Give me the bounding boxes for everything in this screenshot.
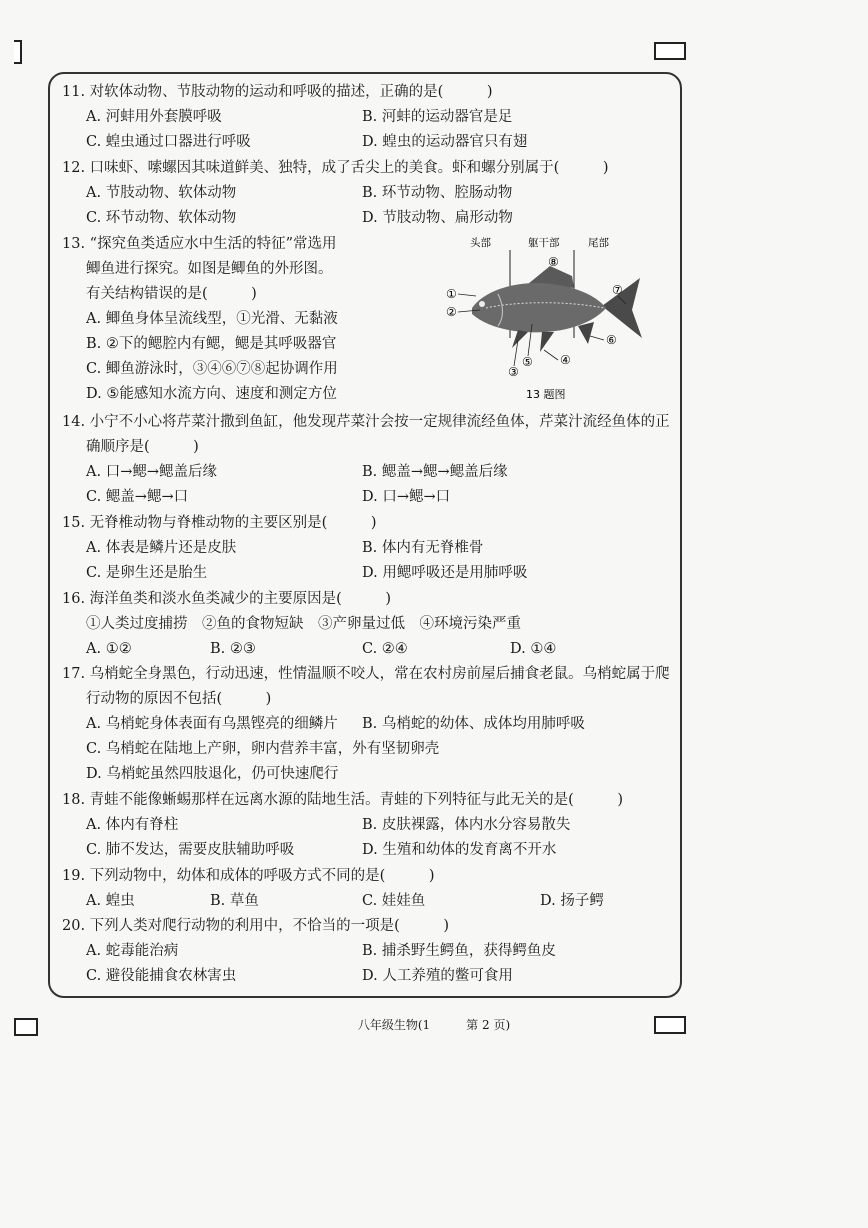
question-14-option-c[interactable]: C. 鳃盖→鳃→口 (86, 489, 189, 505)
leader-line-6 (590, 336, 604, 340)
question-16-option-a[interactable]: A. ①② (86, 641, 132, 657)
leader-line-1 (458, 294, 476, 296)
question-11-option-a[interactable]: A. 河蚌用外套膜呼吸 (86, 109, 222, 125)
question-16-option-b[interactable]: B. ②③ (210, 641, 256, 657)
question-19-option-c[interactable]: C. 娃娃鱼 (362, 893, 426, 909)
question-12-option-b[interactable]: B. 环节动物、腔肠动物 (362, 185, 513, 201)
question-15-option-a[interactable]: A. 体表是鳞片还是皮肤 (86, 540, 237, 556)
question-20-option-b[interactable]: B. 捕杀野生鳄鱼，获得鳄鱼皮 (362, 943, 556, 959)
question-18-option-a[interactable]: A. 体内有脊柱 (86, 817, 179, 833)
question-13-option-b[interactable]: B. ②下的鳃腔内有鳃，鳃是其呼吸器官 (86, 336, 337, 352)
question-16-option-d[interactable]: D. ①④ (510, 641, 557, 657)
question-18-option-c[interactable]: C. 肺不发达，需要皮肤辅助呼吸 (86, 842, 295, 858)
question-17-option-b[interactable]: B. 乌梢蛇的幼体、成体均用肺呼吸 (362, 716, 585, 732)
question-12-option-d[interactable]: D. 节肢动物、扁形动物 (362, 210, 513, 226)
question-17-option-a[interactable]: A. 乌梢蛇身体表面有乌黑铿亮的细鳞片 (86, 716, 338, 732)
figure-caption: 13 题图 (526, 388, 566, 401)
fish-number-3: ③ (508, 365, 519, 379)
question-11-option-c[interactable]: C. 蝗虫通过口器进行呼吸 (86, 134, 251, 150)
question-13-option-d[interactable]: D. ⑤能感知水流方向、速度和测定方位 (86, 386, 337, 402)
question-20-stem: 20. 下列人类对爬行动物的利用中，不恰当的一项是( ) (62, 918, 449, 934)
page-footer: 八年级生物(1 第 2 页) (357, 1018, 511, 1032)
fish-label-trunk: 躯干部 (528, 237, 560, 249)
question-14-option-b[interactable]: B. 鳃盖→鳃→鳃盖后缘 (362, 464, 508, 480)
question-15-option-d[interactable]: D. 用鳃呼吸还是用肺呼吸 (362, 565, 528, 581)
question-12-option-c[interactable]: C. 环节动物、软体动物 (86, 210, 237, 226)
question-17-option-c[interactable]: C. 乌梢蛇在陆地上产卵，卵内营养丰富，外有坚韧卵壳 (86, 741, 440, 757)
question-13-option-a[interactable]: A. 鲫鱼身体呈流线型，①光滑、无黏液 (86, 311, 338, 327)
fish-number-8: ⑧ (548, 255, 559, 269)
question-12-option-a[interactable]: A. 节肢动物、软体动物 (86, 185, 237, 201)
question-19-option-a[interactable]: A. 蝗虫 (86, 893, 135, 909)
question-13-option-c[interactable]: C. 鲫鱼游泳时，③④⑥⑦⑧起协调作用 (86, 361, 338, 377)
pectoral-fin (512, 330, 528, 348)
question-13-stem-line-1: 13. “探究鱼类适应水中生活的特征”常选用 (62, 236, 337, 252)
fish-number-1: ① (446, 287, 457, 301)
question-19-option-d[interactable]: D. 扬子鳄 (540, 893, 604, 909)
fish-number-4: ④ (560, 353, 571, 367)
fish-figure (442, 234, 660, 404)
anal-fin (578, 322, 594, 344)
question-17-option-d[interactable]: D. 乌梢蛇虽然四肢退化，仍可快速爬行 (86, 766, 339, 782)
pelvic-fin (540, 332, 554, 352)
question-11-option-d[interactable]: D. 蝗虫的运动器官只有翅 (362, 134, 528, 150)
question-20-option-d[interactable]: D. 人工养殖的鳖可食用 (362, 968, 513, 984)
question-15-option-c[interactable]: C. 是卵生还是胎生 (86, 565, 208, 581)
fish-label-tail: 尾部 (588, 237, 609, 249)
fish-number-7: ⑦ (612, 283, 623, 297)
question-13-stem-line-2: 鲫鱼进行探究。如图是鲫鱼的外形图。 (86, 261, 333, 277)
fish-number-6: ⑥ (606, 333, 617, 347)
fish-eye (479, 301, 485, 307)
question-19-option-b[interactable]: B. 草鱼 (210, 893, 259, 909)
question-16-option-c[interactable]: C. ②④ (362, 641, 408, 657)
question-15-stem: 15. 无脊椎动物与脊椎动物的主要区别是( ) (62, 515, 377, 531)
question-17-stem-line-2: 行动物的原因不包括( ) (86, 691, 272, 707)
question-12-stem: 12. 口味虾、嗦螺因其味道鲜美、独特，成了舌尖上的美食。虾和螺分别属于( ) (62, 160, 609, 176)
fish-label-head: 头部 (470, 237, 491, 249)
question-20-option-a[interactable]: A. 蛇毒能治病 (86, 943, 179, 959)
question-16-stem: 16. 海洋鱼类和淡水鱼类减少的主要原因是( ) (62, 591, 391, 607)
fish-number-5: ⑤ (522, 355, 533, 369)
question-14-stem-line-1: 14. 小宁不小心将芹菜汁撒到鱼缸，他发现芹菜汁会按一定规律流经鱼体，芹菜汁流经鱼体的正 (62, 414, 670, 430)
fish-number-2: ② (446, 305, 457, 319)
question-20-option-c[interactable]: C. 避役能捕食农林害虫 (86, 968, 237, 984)
question-11-option-b[interactable]: B. 河蚌的运动器官是足 (362, 109, 513, 125)
question-11-stem: 11. 对软体动物、节肢动物的运动和呼吸的描述，正确的是( ) (62, 84, 493, 100)
question-13-stem-line-3: 有关结构错误的是( ) (86, 286, 257, 302)
question-16-sub-items: ①人类过度捕捞 ②鱼的食物短缺 ③产卵量过低 ④环境污染严重 (86, 616, 521, 632)
corner-mark-top-left (14, 40, 22, 64)
question-18-option-d[interactable]: D. 生殖和幼体的发育离不开水 (362, 842, 557, 858)
question-14-option-a[interactable]: A. 口→鳃→鳃盖后缘 (86, 464, 217, 480)
corner-mark-top-right (654, 42, 686, 60)
question-15-option-b[interactable]: B. 体内有无脊椎骨 (362, 540, 484, 556)
question-14-option-d[interactable]: D. 口→鳃→口 (362, 489, 451, 505)
question-19-stem: 19. 下列动物中，幼体和成体的呼吸方式不同的是( ) (62, 868, 435, 884)
question-17-stem-line-1: 17. 乌梢蛇全身黑色，行动迅速，性情温顺不咬人，常在农村房前屋后捕食老鼠。乌梢蛇属于爬 (62, 666, 670, 682)
question-18-option-b[interactable]: B. 皮肤裸露，体内水分容易散失 (362, 817, 571, 833)
question-14-stem-line-2: 确顺序是( ) (86, 439, 199, 455)
leader-line-4 (544, 350, 558, 360)
question-18-stem: 18. 青蛙不能像蜥蜴那样在远离水源的陆地生活。青蛙的下列特征与此无关的是( ) (62, 792, 623, 808)
